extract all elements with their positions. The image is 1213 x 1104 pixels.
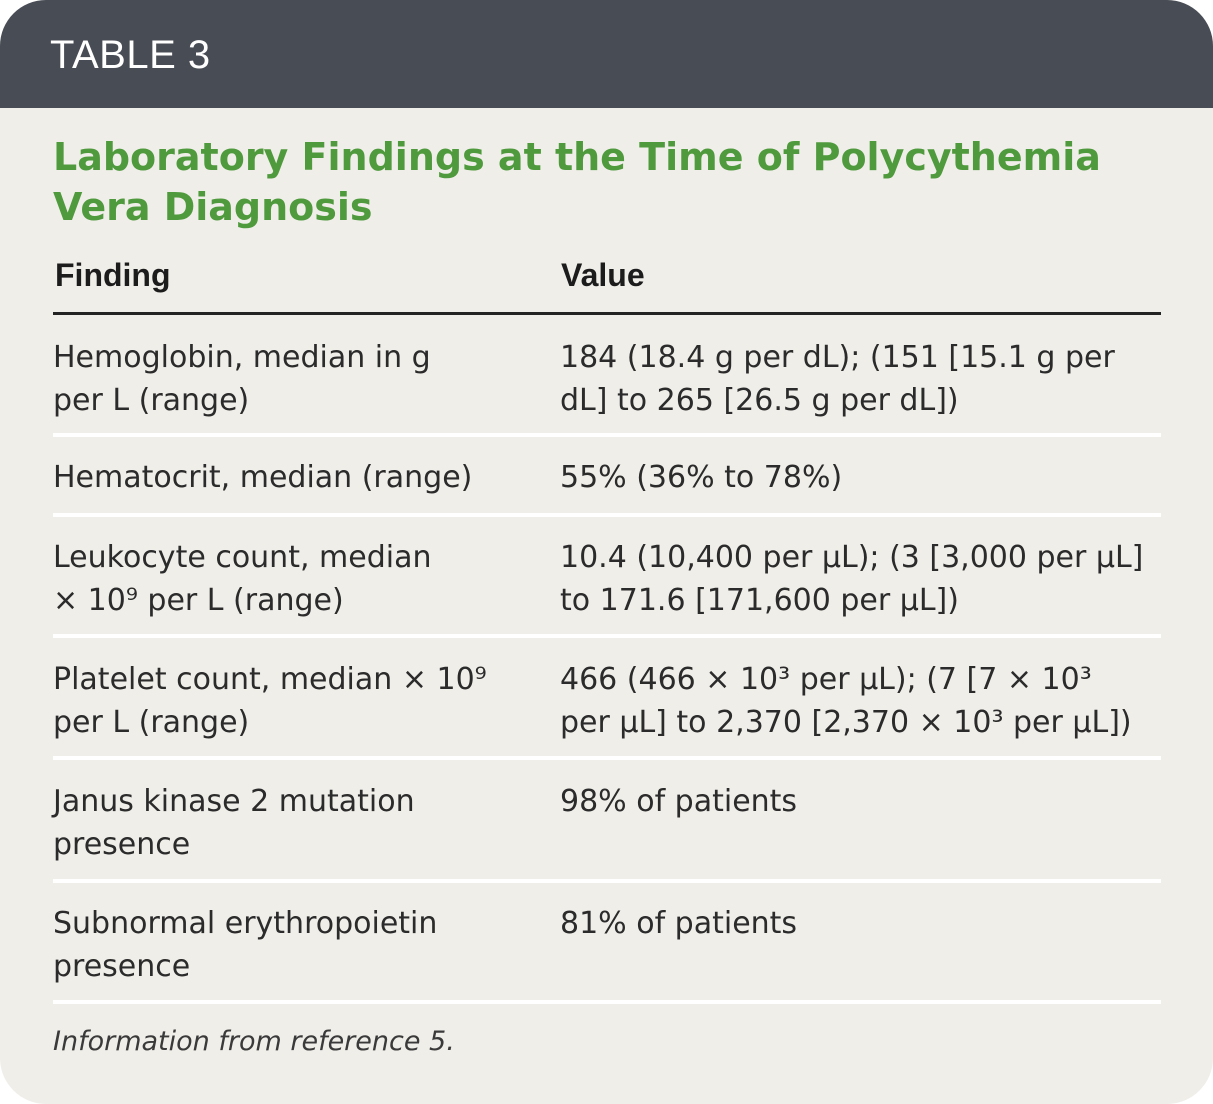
finding-cell: Janus kinase 2 mutation presence: [53, 784, 415, 862]
value-cell: 466 (466 × 10³ per µL); (7 [7 × 10³ per µL] to 2,370 [2,370 × 10³ per µL]): [560, 662, 1132, 740]
finding-cell: Platelet count, median × 10⁹ per L (range): [53, 662, 487, 740]
table-number-label: TABLE 3: [50, 33, 211, 77]
value-cell: 98% of patients: [560, 784, 798, 819]
value-cell: 184 (18.4 g per dL); (151 [15.1 g per dL] to 265 [26.5 g per dL]): [560, 340, 1115, 418]
row-divider: [53, 879, 1161, 883]
header-bar: [0, 0, 1213, 108]
value-cell: 10.4 (10,400 per µL); (3 [3,000 per µL] to 171.6 [171,600 per µL]): [560, 540, 1144, 618]
row-divider: [53, 634, 1161, 638]
value-cell: 55% (36% to 78%): [560, 460, 843, 495]
finding-cell: Hemoglobin, median in g per L (range): [53, 340, 431, 418]
source-footnote: Information from reference 5.: [53, 1026, 455, 1057]
header-divider: [53, 312, 1161, 315]
value-cell: 81% of patients: [560, 906, 798, 941]
finding-cell: Leukocyte count, median × 10⁹ per L (range): [53, 540, 432, 618]
table-title: Laboratory Findings at the Time of Polycythemia Vera Diagnosis: [53, 135, 1101, 229]
row-divider: [53, 1000, 1161, 1004]
row-divider: [53, 433, 1161, 437]
finding-cell: Subnormal erythropoietin presence: [53, 906, 438, 984]
finding-cell: Hematocrit, median (range): [53, 460, 473, 495]
column-header-value: Value: [561, 257, 645, 293]
column-header-finding: Finding: [55, 257, 171, 293]
row-divider: [53, 756, 1161, 760]
row-divider: [53, 513, 1161, 517]
